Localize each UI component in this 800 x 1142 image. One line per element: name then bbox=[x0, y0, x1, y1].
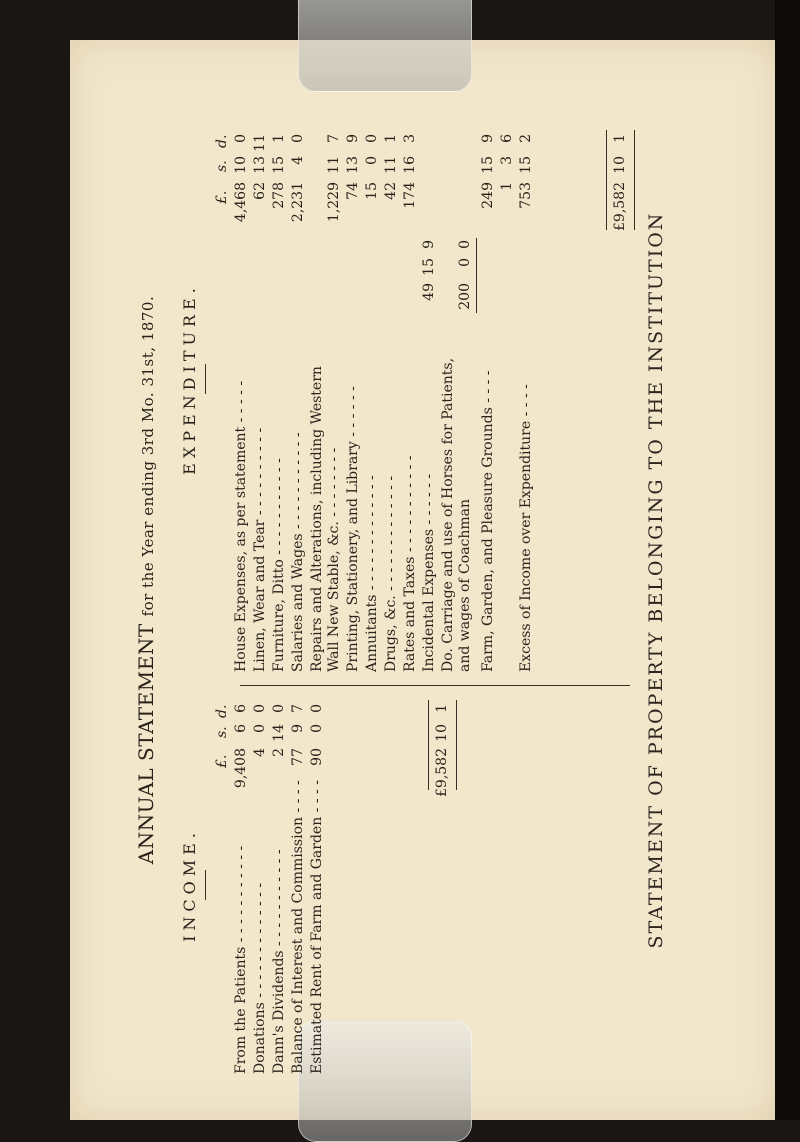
sub-pence-value: 9 bbox=[421, 240, 437, 249]
expenditure-row bbox=[420, 80, 439, 678]
pounds-value: 62 bbox=[252, 182, 268, 200]
expenditure-label: Linen, Wear and Tear - - - - - - - - - - bbox=[252, 427, 268, 672]
sub-shillings-value: 15 bbox=[421, 258, 437, 276]
shillings-value: 15 bbox=[480, 156, 496, 174]
pounds-value: 2 bbox=[271, 748, 287, 757]
pence-value: 6 bbox=[233, 704, 249, 713]
pence-value: 0 bbox=[252, 704, 268, 713]
shillings-value: 11 bbox=[383, 156, 399, 174]
expenditure-label: Furniture, Ditto - - - - - - - - - - - bbox=[271, 458, 287, 672]
expenditure-row bbox=[251, 80, 270, 678]
income-row bbox=[289, 690, 308, 1080]
pounds-value: 90 bbox=[309, 748, 325, 766]
pence-value: 9 bbox=[480, 134, 496, 143]
pence-value: 1 bbox=[383, 134, 399, 143]
pounds-value: 753 bbox=[518, 182, 534, 209]
income-label: Balance of Interest and Commission - - - - bbox=[290, 780, 306, 1074]
pence-value: 7 bbox=[326, 134, 342, 143]
pounds-value: 77 bbox=[290, 748, 306, 766]
income-total-rule bbox=[428, 700, 429, 790]
pounds-value: 249 bbox=[480, 182, 496, 209]
income-heading: INCOME. bbox=[180, 828, 199, 942]
pence-value: 0 bbox=[290, 134, 306, 143]
shillings-value: 11 bbox=[326, 156, 342, 174]
expenditure-row bbox=[517, 80, 536, 678]
shillings-value: 3 bbox=[499, 156, 515, 165]
shillings-value: 6 bbox=[233, 724, 249, 733]
expenditure-label: Do. Carriage and use of Horses for Patients, and wages of Coachman bbox=[440, 357, 473, 672]
expenditure-row bbox=[232, 80, 251, 678]
clip-top bbox=[298, 0, 472, 92]
expenditure-row bbox=[363, 80, 382, 678]
expenditure-total-rule bbox=[606, 130, 607, 230]
expenditure-row bbox=[270, 80, 289, 678]
expenditure-label: House Expenses, as per statement - - - - - bbox=[233, 380, 249, 672]
expenditure-label: Drugs, &c. - - - - - - - - - - - - - bbox=[383, 475, 399, 672]
income-label: From the Patients - - - - - - - - - - - bbox=[233, 845, 249, 1074]
expenditure-label: Salaries and Wages - - - - - - - - - - - bbox=[290, 432, 306, 672]
rotated-statement bbox=[120, 80, 680, 1080]
subtotal-line bbox=[476, 238, 477, 313]
expenditure-heading: EXPENDITURE. bbox=[180, 283, 199, 475]
sub-shillings-value: 0 bbox=[457, 258, 473, 267]
pence-value: 11 bbox=[252, 134, 268, 152]
pounds-value: 74 bbox=[345, 182, 361, 200]
pounds-value: 42 bbox=[383, 182, 399, 200]
income-row bbox=[232, 690, 251, 1080]
expenditure-label: Excess of Income over Expenditure - - - - bbox=[518, 384, 534, 672]
background-edge bbox=[775, 0, 800, 1120]
shillings-value: 9 bbox=[290, 724, 306, 733]
pence-value: 6 bbox=[499, 134, 515, 143]
expenditure-row bbox=[479, 80, 498, 678]
column-divider bbox=[240, 685, 630, 686]
shillings-value: 15 bbox=[271, 156, 287, 174]
income-section: INCOME. £. s. d. From the Patients - - - - - - - - - - - 9,408 6 6 Donations - - - - - - - - - - - - - 4 0 0 Dann's Dividends - - - - - - - - - - - 2 14 0 Balance of Interest and Commission - - - - 77 9 7 Estimated Rent of Farm and Garden - - - - 90 0 0 £9,582 10 1 bbox=[180, 690, 327, 1080]
pounds-value: 2,231 bbox=[290, 182, 306, 223]
expenditure-label: Rates and Taxes - - - - - - - - - - - bbox=[402, 455, 418, 672]
pounds-value: 1 bbox=[499, 182, 515, 191]
expenditure-label: Repairs and Alterations, including Western Wall New Stable, &c. - - - - - - - - bbox=[309, 366, 342, 672]
expenditure-label: Annuitants - - - - - - - - - - - - - bbox=[364, 475, 380, 672]
expenditure-label: Printing, Stationery, and Library - - - - - - bbox=[345, 386, 361, 672]
pence-value: 9 bbox=[345, 134, 361, 143]
sub-pence-value: 0 bbox=[457, 240, 473, 249]
expenditure-label: Incidental Expenses - - - - - - bbox=[421, 473, 437, 672]
currency-header: £. s. d. bbox=[214, 134, 230, 204]
expenditure-row bbox=[439, 80, 475, 678]
shillings-value: 13 bbox=[252, 156, 268, 174]
pence-value: 1 bbox=[271, 134, 287, 143]
pence-value: 2 bbox=[518, 134, 534, 143]
pence-value: 0 bbox=[233, 134, 249, 143]
expenditure-rows bbox=[232, 80, 536, 678]
income-row bbox=[270, 690, 289, 1080]
statement-title: ANNUAL STATEMENT for the Year ending 3rd Mo. 31st, 1870. bbox=[134, 295, 158, 865]
expenditure-row bbox=[401, 80, 420, 678]
income-label: Dann's Dividends - - - - - - - - - - - bbox=[271, 849, 287, 1074]
shillings-value: 0 bbox=[252, 724, 268, 733]
income-total-double-rule bbox=[456, 700, 457, 790]
income-row bbox=[308, 690, 327, 1080]
expenditure-row bbox=[308, 80, 344, 678]
shillings-value: 10 bbox=[233, 156, 249, 174]
pence-value: 0 bbox=[309, 704, 325, 713]
shillings-value: 0 bbox=[309, 724, 325, 733]
heading-dash bbox=[205, 364, 206, 394]
pence-value: 0 bbox=[271, 704, 287, 713]
pounds-value: 174 bbox=[402, 182, 418, 209]
expenditure-row bbox=[382, 80, 401, 678]
sub-pounds-value: 200 bbox=[457, 283, 473, 310]
shillings-value: 16 bbox=[402, 156, 418, 174]
shillings-value: 4 bbox=[290, 156, 306, 165]
expenditure-label: Farm, Garden, and Pleasure Grounds - - - - bbox=[480, 370, 496, 672]
expenditure-total-double-rule bbox=[634, 130, 635, 230]
expenditure-row bbox=[498, 80, 517, 678]
sub-pounds-value: 49 bbox=[421, 283, 437, 301]
expenditure-row bbox=[289, 80, 308, 678]
expenditure-section: EXPENDITURE. £. s. d. House Expenses, as per statement - - - - - 4,468 10 0 Linen, Wear and Tear - - - - - - - - - - 62 13 11 Furniture, Ditto - - - - - - - - - - - 278 15 1 Salaries and Wages - - - - - - - - - - - 2,231 4 0 Repairs and Alterations, including Western Wall New Stable, &c. - - - - - - - - 1,229 11 7 Printing, Stationery, and Library - - - - - - 74 13 9 Annuitants - - - - - - - - - - - - - 15 0 0 Drugs, &c. - - - - - - - - - - - - - 42 11 1 Rates and Taxes - - - - - - - - - - - 174 16 3 Incidental Expenses - - - - - - 49 15 9 Do. Carriage and use of Horses for Patients, and wages of Coachman 200 0 0 Farm, Garden, and Pleasure Grounds - - - - 249 15 9 1 3 6 Excess of Income over Expenditure - - - - 753 15 2 £9,582 10 1 bbox=[180, 80, 536, 678]
shillings-value: 14 bbox=[271, 724, 287, 742]
pounds-value: 4,468 bbox=[233, 182, 249, 223]
pence-value: 7 bbox=[290, 704, 306, 713]
pence-value: 0 bbox=[364, 134, 380, 143]
pounds-value: 1,229 bbox=[326, 182, 342, 223]
pence-value: 3 bbox=[402, 134, 418, 143]
income-rows bbox=[232, 690, 327, 1080]
currency-header: £. s. d. bbox=[214, 704, 230, 768]
expenditure-row bbox=[344, 80, 363, 678]
shillings-value: 13 bbox=[345, 156, 361, 174]
income-row bbox=[251, 690, 270, 1080]
shillings-value: 0 bbox=[364, 156, 380, 165]
pounds-value: 4 bbox=[252, 748, 268, 757]
footer-heading: STATEMENT OF PROPERTY BELONGING TO THE INSTITUTION bbox=[645, 211, 667, 949]
income-label: Estimated Rent of Farm and Garden - - - - bbox=[309, 780, 325, 1074]
shillings-value: 15 bbox=[518, 156, 534, 174]
pounds-value: 278 bbox=[271, 182, 287, 209]
pounds-value: 9,408 bbox=[233, 748, 249, 789]
income-label: Donations - - - - - - - - - - - - - bbox=[252, 882, 268, 1074]
heading-dash bbox=[205, 870, 206, 900]
pounds-value: 15 bbox=[364, 182, 380, 200]
